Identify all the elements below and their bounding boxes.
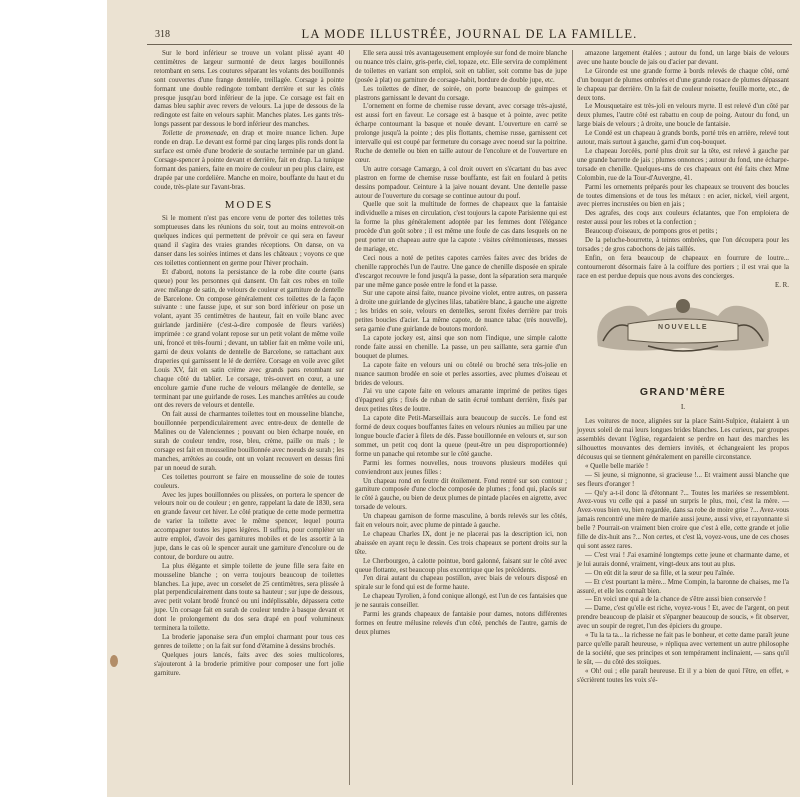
- paragraph: J'ai vu une capote faite en velours amarante imprimé de petites tiges d'épagneul gris ; fixés de ruban de satin écrué tombant derrière, fixés par deux petites têtes de loutre.: [355, 388, 567, 414]
- paragraph: Le chapeau Charles IX, dont je ne placerai pas la description ici, non abaissée en ayant reçu le dessin. Ces trois chapeaux se portent droits sur la tête.: [355, 530, 567, 556]
- paragraph: La capote jockey est, ainsi que son nom l'indique, une simple calotte ronde faite aussi en chenille. La passe, un peu saillante, sera garnie d'un bouquet de plumes.: [355, 335, 567, 360]
- journal-title: LA MODE ILLUSTRÉE, JOURNAL DE LA FAMILLE.: [301, 27, 638, 41]
- paragraph: — C'est vrai ! J'ai examiné longtemps cette jeune et charmante dame, et je lui aurais donné, vraiment, vingt-deux ans tout au plus.: [577, 551, 789, 568]
- paragraph: — Et c'est pourtant la mère... Mme Compin, la baronne de chaises, me l'a assuré, et elle les connaît bien.: [577, 578, 789, 595]
- paragraph: Parmi les ornements préparés pour les chapeaux se trouvent des boucles de toutes dimensions et de tous les métaux : en acier, nickel, vieil argent, avec pierres incrustées ou bien en jais ;: [577, 183, 789, 209]
- paragraph: La capote faite en velours uni ou côtelé ou broché sera très-jolie en nuance saumon brodée en soie et perles assorties, avec plumes d'oiseau et brides de velours.: [355, 361, 567, 387]
- paragraph: Ceci nous a noté de petites capotes carrées faites avec des brides de chenille rapprochés l'un de l'autre. Une gance de chenille disposée en spirale d'escargot recouvre le fond jusqu'à la passe, dont la séparation sera marquée par une même gance posée entre le fond et la passe.: [355, 254, 567, 289]
- paragraph: Et d'abord, notons la persistance de la robe dite courte (sans queue) pour les personnes qui dansent. On fait ces robes en toile avec mélange de satin, de velours de couleur et garniture de dentelle de Barcelone. On compose généralement ces toilettes de la façon suivante : une fausse jupe, et sur son bord inférieur on pose un volant, ayant 35 centimètres de hauteur, fait en voile blanc avec guirlande jardinière (c'est-à-dire composée de fleurs variées) imprimée : ce grand volant repose sur un petit volant de même voile uni, froncé et très-fourni ; devant, un tablier fait en même voile uni, garni de deux volants de dentelle de Barcelone, se rattachant aux draperies qui garnissent le lé de derrière. Corsage en voile avec gilet Louis XV, fait en satin crème avec grands pans retombant sur chaque côté du tablier. Le corsage, très-ouvert en cœur, a une encolure garnie d'une ruche de velours mélangée de dentelle, se terminant par une guirlande de roses. Les manches arrêtées au coude ont des revers de velours et dentelle.: [154, 268, 344, 410]
- nouvelle-ornament: [588, 296, 778, 358]
- paragraph: Le Cherbourgeo, à calotte pointue, bord galonné, faisant sur le côté avec queue flottante, est beaucoup plus excentrique que les précédents.: [355, 557, 567, 574]
- column-3: [577, 50, 789, 790]
- paragraph: Le chapeau Tyrolien, à fond conique allongé, est l'un de ces fantaisies que je ne saurais conseiller.: [355, 593, 567, 610]
- paragraph: Les toilettes de dîner, de soirée, on porte beaucoup de guimpes et plastrons garnissant le devant du corsage.: [355, 85, 567, 102]
- emphasis: Toilette de promenade,: [162, 130, 229, 138]
- paper-stain: [110, 655, 118, 667]
- paragraph: Sur une capote ainsi faite, nuance pivoine violet, entre autres, on passera à droite une guirlande de glycines lilas, tabatière blanc, à gauche une aigrette ; les brides en soie, velours en dentelles, seront fixées derrière par trois petites boucles d'acier. La même capote, de nuance tabac (très nouvelle), sera garnie d'une guirlande de boutons mordoré.: [355, 290, 567, 334]
- paragraph: — On eût dit la sœur de sa fille, et la sœur peu l'aînée.: [585, 569, 735, 577]
- paragraph: — Si jeune, si mignonne, si gracieuse !... Et vraiment aussi blanche que ses fleurs d'oranger !: [577, 471, 789, 488]
- paragraph: Un autre corsage Camargo, à col droit ouvert en s'écartant du bas avec plastron en forme de chemise russe bouffante, est fait en foulard à petits dessins pompadour. Ceinture à la jaive nouant devant. Une dentelle passe autour de l'ouverture du corsage se continue autour du pouf.: [355, 165, 567, 200]
- section-heading-modes: MODES: [224, 198, 274, 211]
- paragraph: Quelques jours lancés, faits avec des soies multicolores, s'ajouteront à la broderie primitive pour composer une fort jolie garniture.: [154, 651, 344, 677]
- paragraph: Le Mousquetaire est très-joli en velours myrte. Il est relevé d'un côté par deux plumes, l'autre côté est rabattu en coup de poing. Autour du fond, un large biais de velours ; à droite, une boucle de fantaisie.: [577, 103, 789, 129]
- story-title: GRAND'MÈRE: [639, 386, 727, 399]
- newspaper-page: [107, 0, 800, 797]
- paragraph: On fait aussi de charmantes toilettes tout en mousseline blanche, bouillonnée perpendiculairement avec entre-deux de dentelle de Malines ou de Valenciennes ; pouvant ou bien écharpe nouée, en surah de couleur tendre, rose, bleu, crème, paille ou maïs ; le corsage est fait en mousseline bouillonnée avec noeuds de surah ; les manches, arrêtées au coude, ont un volant recouvert en dessus fini par un noeud de surah.: [154, 411, 345, 472]
- ornament-label: NOUVELLE: [657, 324, 709, 332]
- paragraph: Sur le bord inférieur se trouve un volant plissé ayant 40 centimètres de largeur surmonté de deux larges bouillonnés retombant en sens. Les coutures séparant les volants des bouillonnés sont couvertes d'une frange dentelée, treillagée. Corsage à pointe formant une double redingote tombant derrière et sur les côtés presque jusqu'au bord inférieur de la jupe. Ce corsage est fait en damas bleu saphir avec revers de velours. La jupe de dessous de la redingote est faite en velours saphir. Manches plates. Les gants très-longs passent par dessous le bord inférieur des manches.: [154, 50, 344, 129]
- column-divider: [572, 50, 573, 785]
- page-header: [147, 26, 792, 42]
- paragraph: — Dame, c'est qu'elle est riche, voyez-vous ! Et, avec de l'argent, on peut prendre beaucoup de plaisir et s'épargner beaucoup de soucis, » fit observer, avec un soupir de regret, l'un des épiciers du groupe.: [577, 605, 789, 631]
- paragraph: Parmi les formes nouvelles, nous trouvons plusieurs modèles qui conviendront aux jeunes filles :: [355, 459, 567, 476]
- paragraph: Le chapeau Jorcéès, porté plus droit sur la tête, est relevé à gauche par une grande barrette de jais ; plumes onnonces ; autour du fond, une écharpe-torsade en chenille. Quelques-uns de ces chapeaux ont été faits chez Mme Colombin, rue de la Tour-d'Auvergne, 41.: [577, 147, 789, 182]
- paragraph: « Oh! oui ; elle paraît heureuse. Et il y a bien de quoi l'être, en effet, » s'écrièrent toutes les voix s'é-: [577, 667, 789, 684]
- column-divider: [349, 50, 350, 785]
- paragraph: Des agrafes, des coqs aux couleurs éclatantes, que l'on emploiera de rester aussi pour les robes et la confection ;: [577, 210, 789, 227]
- paragraph: Elle sera aussi très avantageusement employée sur fond de moire blanche ou nuance très claire, gris-perle, ciel, topaze, etc. Elle servira de complément de toilettes en variant son emploi, soit en tablier, soit comme bas de jupe (posée à plat) ou garniture de corsage-habit, bordure de double jupe, etc.: [355, 50, 567, 84]
- paragraph: — Qu'y a-t-il donc là d'étonnant ?... Toutes les mariées se ressemblent. Avez-vous vu celle qui a passé un surpris le plus, moi, c'est la mère. — Avez-vous bien vu, bien regardée, dans sa robe de moire grise ?... Avez-vous jamais rencontré une mère de mariée aussi jeune, aussi vive, et rayonnante si belle ? Pourrait-on vraiment bien croire que c'est à elle, cette grande et jolie fille de dix-huit ans ?... Non certes, et c'est là, voyez-vous, une de ces choses qui sont assez rares.: [577, 489, 789, 550]
- paragraph: Quelle que soit la multitude de formes de chapeaux que la fantaisie individuelle a mises en circulation, c'est toujours la capote Parisienne qui est la forme la plus généralement adoptée par les femmes dont l'élégance procède d'un goût sobre ; il est même une foule de cas dans lesquels on ne peut porter un chapeau autre que la capote : visites cérémonieuses, messes de mariage, etc.: [355, 201, 567, 253]
- paragraph: Un chapeau rond en feutre dit étoilement. Fond rentré sur son contour ; garniture composée d'une cloche composée de plumes ; fond qui, placés sur le côté à gauche, ou bien de deux plumes de pintade placées en aigrette, avec torsade de velours.: [355, 477, 567, 512]
- column-2: [355, 50, 567, 790]
- signature: E. R.: [775, 281, 789, 289]
- paragraph: Beaucoup d'oiseaux, de pompons gros et petits ;: [585, 228, 718, 236]
- paragraph: L'ornement en forme de chemise russe devant, avec corsage très-ajusté, est aussi fort en faveur. Le corsage est à basque et à pointe, avec petite écharpe contournant la basque et nouée devant. L'ouverture en carré se prolonge jusqu'à la pointe ; des plis flottants, chemise russe, garnissent cet intervalle qui est coupé par fermeture du corsage avec noeud sur la poitrine. Ruche de dentelle ou bien en taille autour de l'encolure et de l'ouverture en cœur.: [355, 103, 567, 164]
- paragraph: — En voici une qui a de la chance de s'être aussi bien conservée !: [585, 596, 767, 604]
- paragraph: Parmi les grands chapeaux de fantaisie pour dames, notons différentes formes en feutre mélusine relevés d'un côté, penchés de l'autre, garnis de deux plumes: [355, 611, 567, 636]
- paragraph: La plus élégante et simple toilette de jeune fille sera faite en mousseline blanche ; on verra toujours beaucoup de toilettes blanches. La jupe, avec un corselet de 25 centimètres, sera plissée à plat perpendiculairement dans toute sa hauteur ; sur jupe de dessous, avec petit volant brodé froncé ou uni indéplissable, dépassera cette jupe. Un corsage fait en surah de couleur tendre à basque devant et dont le prolongement du dos sera drapé en pouf volumineux terminera la toilette.: [154, 562, 344, 633]
- paragraph: La broderie japonaise sera d'un emploi charmant pour tous ces genres de toilette ; on la fait sur fond d'étamine à dessins brochés.: [154, 634, 344, 650]
- paragraph: La capote dite Petit-Marseillais aura beaucoup de succès. Le fond est formé de deux coques bouffantes faites en velours réunies au milieu par une longue boucle d'acier à filets de dés. Passe bouillonnée en velours et, sur son sommet, un petit coq dont la queue (peut-être un peu disproportionnée) forme un panache qui retombe sur le côté gauche.: [355, 415, 567, 458]
- paragraph: Un chapeau garnison de forme masculine, à bords relevés sur les côtés, fait en velours noir, avec plume de pintade à gauche.: [355, 513, 567, 530]
- header-rule: [147, 44, 792, 45]
- paragraph: [154, 130, 344, 192]
- column-1: [154, 50, 345, 677]
- paragraph-text: en drap et moire nuance lichen. Jupe ronde en drap. Le devant est formé par cinq larges plis ronds dont la surface est ornée d'une broderie de soutache terminée par un gland. Corsage-spencer à pointe devant et derrière, fait en drap. La tunique formant des paniers, faite en moire de couleur un peu plus claire, est drapée par une cordelière. Manche en moire, bouffante du haut et du coude, très-plate sur l'avant-bras.: [154, 130, 344, 191]
- paragraph: De la peluche-bourrette, à teintes ombrées, que l'on découpera pour les torsades ; de gros cabochons de jais taillés.: [577, 237, 789, 253]
- paragraph: « Quelle belle mariée !: [585, 462, 649, 470]
- paragraph: Enfin, on fera beaucoup de chapeaux en fourrure de loutre... contourneront désormais faire à la coiffure des portiers ; il est vrai que la race en est perdue depuis que nous avons des concierges.: [577, 254, 789, 280]
- paragraph: Ces toilettes pourront se faire en mousseline de soie de toutes couleurs.: [154, 473, 344, 490]
- page-number: 318: [155, 29, 170, 40]
- paragraph: « Tu la ta ta... la richesse ne fait pas le bonheur, et cette dame paraît jeune parce qu'elle paraît heureuse, » répliqua avec vertement un autre philosophe de la société, que ses principes et son tempérament inclinaient, — sans qu'il le sût, — du côté des stoïques.: [577, 632, 789, 666]
- paragraph: Le Gironde est une grande forme à bords relevés de chaque côté, orné d'un bouquet de plumes ombrées et d'une grande rosace de plumes dépassant le chapeau par derrière. On la fait de couleur noisette, feuille morte, etc., de deux tons.: [577, 67, 789, 102]
- chapter-number: I.: [680, 402, 686, 412]
- paragraph: Avec les jupes bouillonnées ou plissées, on portera le spencer de velours noir ou de couleur ; en genre, rappelant la date de 1830, sera en grande faveur cet hiver. Le côté pratique de cette mode permettra de varier la toilette avec le même spencer, lequel pourra accompagner toutes les jupes légères. Il suffira, pour compléter un autre emploi, d'avoir des garnitures mobiles et de les assortir à la jupe, dans le cas où le spencer aurait une garniture d'encolure ou de contour, de bordure ou autre.: [154, 491, 344, 561]
- paragraph: amazone largement étalées ; autour du fond, un large biais de velours avec une haute boucle de jais ou d'acier par devant.: [577, 50, 789, 66]
- paragraph: Le Condé est un chapeau à grands bords, porté très en arrière, relevé tout autour, mais surtout à gauche, garni d'un coq-bouquet.: [577, 130, 789, 147]
- paragraph: J'en dirai autant du chapeau postillon, avec biais de velours disposé en spirale sur le fond qui est de forme haute.: [355, 575, 567, 592]
- paragraph: Les voitures de noce, alignées sur la place Saint-Sulpice, étalaient à un joyeux soleil de mai leurs longues brides blanches. Les curieux, par groupes assemblés devant l'église, regardaient se perdre en haut des marches les silhouettes mouvantes des derniers invités, et échangeaient les propos décousus qui se tiennent généralement en pareille circonstance.: [577, 418, 789, 461]
- paragraph: Si le moment n'est pas encore venu de porter des toilettes très somptueuses dans les réunions du soir, tout au moins entrevoit-on quelques indices qui permettent de prévoir ce qui sera en faveur quand il s'agira des vraies grandes réceptions. On danse, on va danser dans les soirées intimes et dans les châteaux ; voyons ce que ces toilettes contiennent en germe pour l'hiver prochain.: [154, 215, 344, 267]
